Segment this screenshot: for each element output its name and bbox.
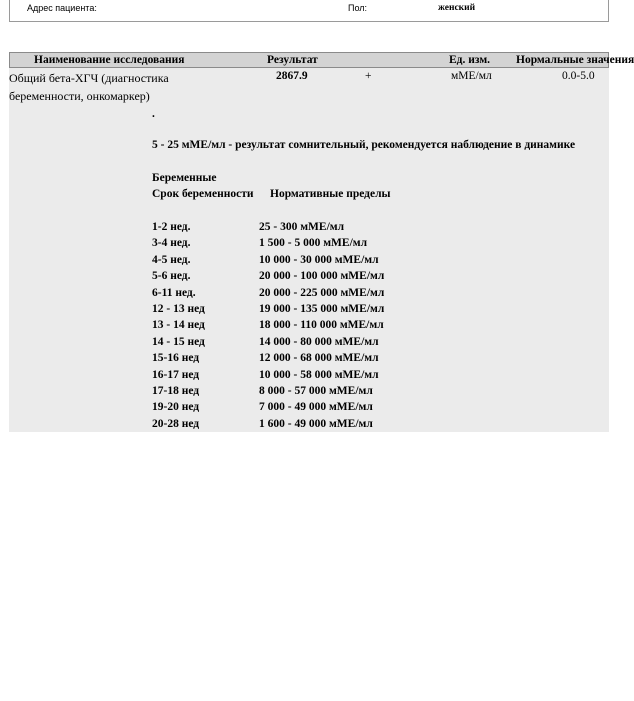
ref-term: 12 - 13 нед — [152, 303, 205, 315]
ref-term: 13 - 14 нед — [152, 319, 205, 332]
table-row — [9, 68, 609, 432]
ref-range: 10 000 - 58 000 мМЕ/мл — [259, 368, 379, 381]
sex-label: Пол: — [348, 3, 368, 13]
ref-term: 3-4 нед. — [152, 237, 191, 250]
ref-range: 1 500 - 5 000 мМЕ/мл — [259, 237, 368, 250]
ref-range: 18 000 - 110 000 мМЕ/мл — [259, 319, 384, 332]
result-value: 2867.9 — [276, 70, 308, 82]
col-term-header: Срок беременности — [152, 188, 254, 200]
comment-dot: . — [152, 108, 155, 120]
ref-range: 1 600 - 49 000 мМЕ/мл — [259, 417, 373, 430]
ref-range: 7 000 - 49 000 мМЕ/мл — [259, 401, 373, 414]
header-result: Результат — [267, 54, 318, 66]
ref-term: 5-6 нед. — [152, 270, 191, 283]
unit-value: мМЕ/мл — [451, 70, 492, 82]
section-title: Беременные — [152, 172, 217, 184]
norm-value: 0.0-5.0 — [562, 70, 595, 82]
ref-range: 12 000 - 68 000 мМЕ/мл — [259, 352, 379, 365]
ref-range: 19 000 - 135 000 мМЕ/мл — [259, 303, 385, 315]
header-norm: Нормальные значения — [516, 54, 634, 66]
results-table — [9, 52, 634, 432]
sex-value: женский — [438, 3, 476, 13]
ref-term: 15-16 нед — [152, 352, 200, 365]
ref-term: 14 - 15 нед — [152, 335, 205, 348]
test-name-line1: Общий бета-ХГЧ (диагностика — [9, 71, 169, 85]
ref-range: 8 000 - 57 000 мМЕ/мл — [259, 385, 373, 397]
result-flag: + — [365, 70, 372, 82]
ref-range: 10 000 - 30 000 мМЕ/мл — [259, 253, 379, 266]
ref-term: 4-5 нед. — [152, 253, 191, 266]
col-limits-header: Нормативные пределы — [270, 188, 391, 200]
ref-term: 19-20 нед — [152, 401, 200, 414]
ref-range: 20 000 - 225 000 мМЕ/мл — [259, 286, 385, 299]
doubtful-note: 5 - 25 мМЕ/мл - результат сомнительный, рекомендуется наблюдение в динамике — [152, 139, 576, 151]
test-name-line2: беременности, онкомаркер) — [9, 89, 150, 103]
patient-info-box — [9, 0, 609, 22]
table-header — [9, 52, 634, 68]
ref-range: 14 000 - 80 000 мМЕ/мл — [259, 335, 379, 348]
header-name: Наименование исследования — [34, 54, 185, 66]
ref-term: 16-17 нед — [152, 368, 200, 381]
address-label: Адрес пациента: — [27, 3, 97, 13]
ref-range: 20 000 - 100 000 мМЕ/мл — [259, 270, 385, 283]
ref-term: 17-18 нед — [152, 385, 200, 397]
ref-term: 6-11 нед. — [152, 286, 196, 299]
ref-term: 1-2 нед. — [152, 221, 191, 233]
ref-term: 20-28 нед — [152, 417, 200, 430]
header-unit: Ед. изм. — [449, 54, 491, 66]
ref-range: 25 - 300 мМЕ/мл — [259, 221, 345, 233]
